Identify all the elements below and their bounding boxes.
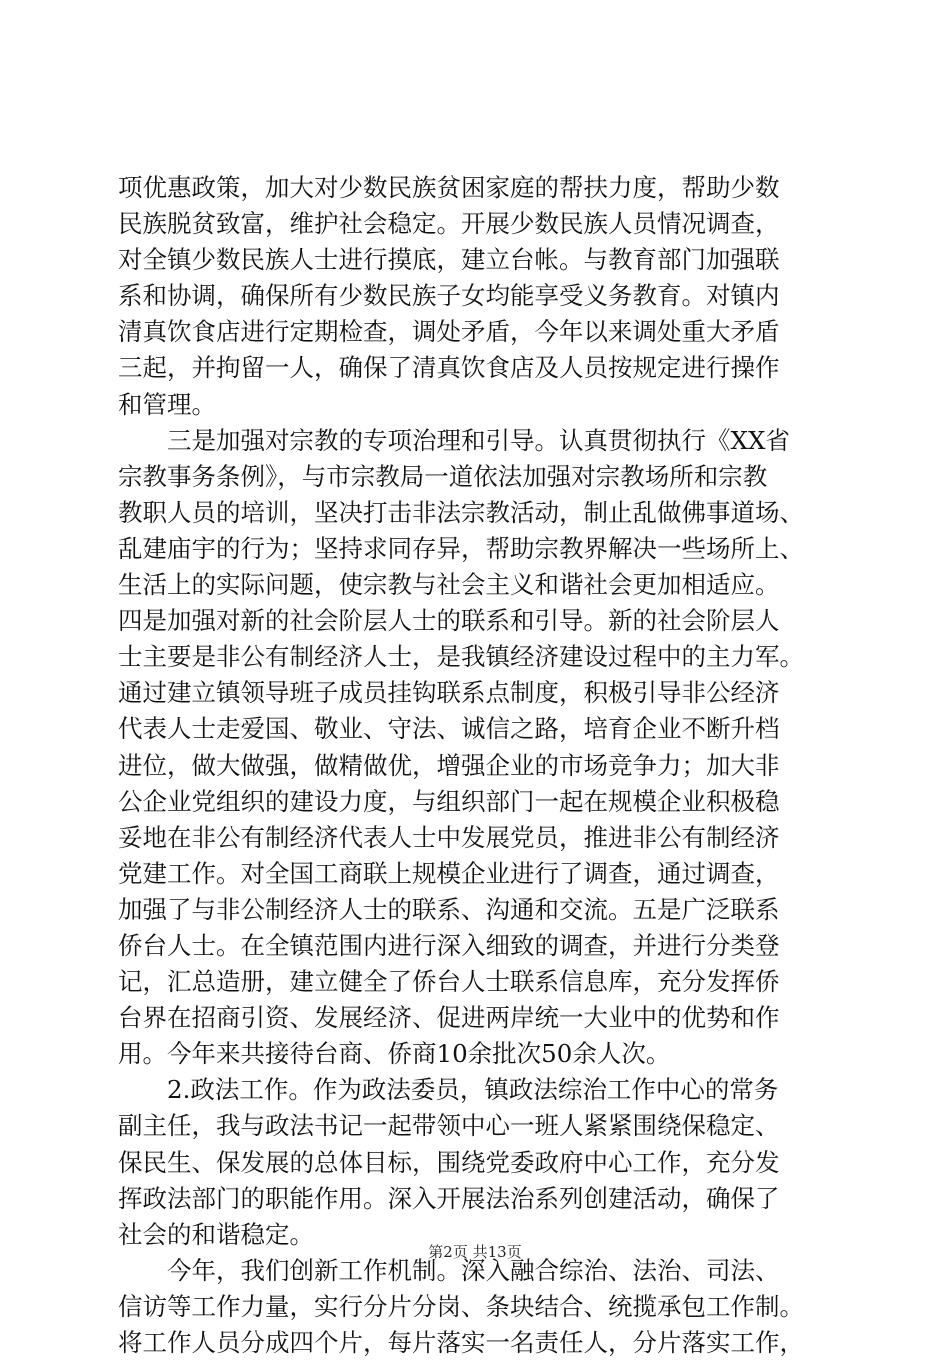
text-line: 通过建立镇领导班子成员挂钩联系点制度，积极引导非公经济	[118, 678, 780, 708]
text-line: 教职人员的培训，坚决打击非法宗教活动，制止乱做佛事道场、	[118, 497, 804, 527]
text-line: 乱建庙宇的行为；坚持求同存异，帮助宗教界解决一些场所上、	[118, 533, 804, 563]
text-line: 代表人士走爱国、敬业、守法、诚信之路，培育企业不断升档	[118, 714, 780, 744]
page-footer: 第2页 共13页	[428, 1243, 522, 1261]
text-line: 副主任，我与政法书记一起带领中心一班人紧紧围绕保稳定、	[118, 1111, 780, 1141]
text-line: 保民生、保发展的总体目标，围绕党委政府中心工作，充分发	[118, 1147, 780, 1177]
text-line: 生活上的实际问题，使宗教与社会主义和谐社会更加相适应。	[118, 570, 780, 600]
text-line: 公企业党组织的建设力度，与组织部门一起在规模企业积极稳	[118, 786, 780, 816]
text-line: 加强了与非公制经济人士的联系、沟通和交流。五是广泛联系	[118, 894, 780, 924]
text-line: 台界在招商引资、发展经济、促进两岸统一大业中的优势和作	[118, 1003, 780, 1033]
text-line: 士主要是非公有制经济人士，是我镇经济建设过程中的主力军。	[118, 642, 804, 672]
text-line: 侨台人士。在全镇范围内进行深入细致的调查，并进行分类登	[118, 930, 780, 960]
text-line: 三起，并拘留一人，确保了清真饮食店及人员按规定进行操作	[118, 353, 780, 383]
text-line: 对全镇少数民族人士进行摸底，建立台帐。与教育部门加强联	[118, 245, 780, 275]
text-line: 2.政法工作。作为政法委员，镇政法综治工作中心的常务	[118, 1075, 779, 1105]
text-line: 挥政法部门的职能作用。深入开展法治系列创建活动，确保了	[118, 1183, 780, 1213]
text-line: 党建工作。对全国工商联上规模企业进行了调查，通过调查，	[118, 858, 780, 888]
text-line: 信访等工作力量，实行分片分岗、条块结合、统揽承包工作制。	[118, 1291, 804, 1321]
text-line: 将工作人员分成四个片，每片落实一名责任人，分片落实工作，	[118, 1328, 804, 1357]
document-body	[118, 170, 838, 1361]
text-line: 社会的和谐稳定。	[118, 1219, 314, 1249]
text-line: 清真饮食店进行定期检查，调处矛盾，今年以来调处重大矛盾	[118, 317, 780, 347]
text-line: 记，汇总造册，建立健全了侨台人士联系信息库，充分发挥侨	[118, 967, 780, 997]
text-line: 系和协调，确保所有少数民族子女均能享受义务教育。对镇内	[118, 281, 780, 311]
text-line: 民族脱贫致富，维护社会稳定。开展少数民族人员情况调查，	[118, 209, 780, 239]
text-line: 项优惠政策，加大对少数民族贫困家庭的帮扶力度，帮助少数	[118, 173, 780, 202]
text-line: 四是加强对新的社会阶层人士的联系和引导。新的社会阶层人	[118, 606, 780, 636]
text-line: 用。今年来共接待台商、侨商10余批次50余人次。	[118, 1039, 671, 1069]
text-line: 宗教事务条例》，与市宗教局一道依法加强对宗教场所和宗教	[118, 461, 768, 491]
text-line: 进位，做大做强，做精做优，增强企业的市场竞争力；加大非	[118, 750, 780, 780]
text-line: 今年，我们创新工作机制。深入融合综治、法治、司法、	[118, 1255, 780, 1285]
text-line: 妥地在非公有制经济代表人士中发展党员，推进非公有制经济	[118, 822, 780, 852]
text-line: 三是加强对宗教的专项治理和引导。认真贯彻执行《XX省	[118, 425, 790, 455]
text-line: 和管理。	[118, 389, 216, 419]
